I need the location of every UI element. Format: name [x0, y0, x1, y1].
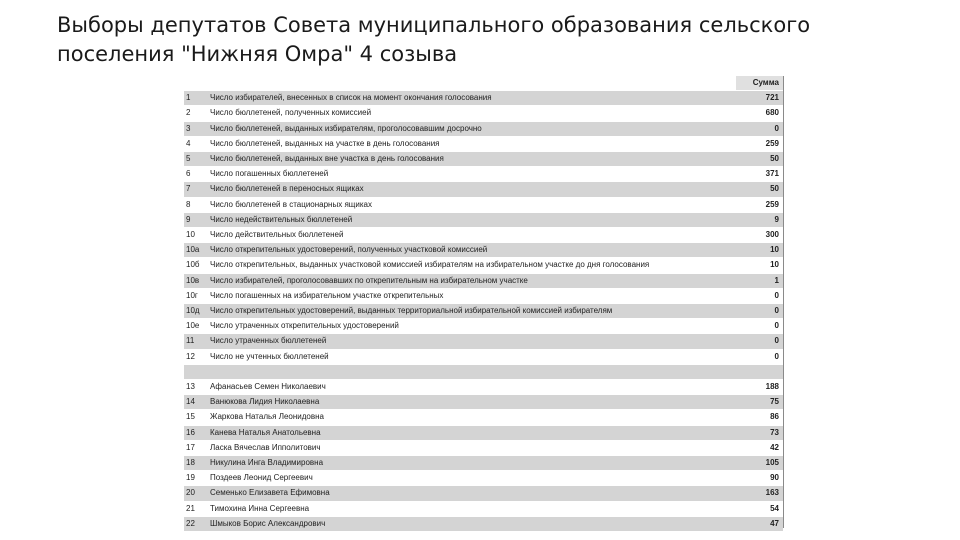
row-sum-cell: 371 — [736, 167, 783, 182]
row-label-cell: Число открепительных удостоверений, полученных участковой комиссией — [207, 243, 736, 258]
row-num-cell: 11 — [184, 334, 207, 349]
title-line-2: поселения "Нижняя Омра" 4 созыва — [57, 42, 458, 66]
row-sum-cell: 73 — [736, 425, 783, 440]
row-sum-cell: 50 — [736, 152, 783, 167]
row-num-cell: 10д — [184, 304, 207, 319]
row-sum-cell: 0 — [736, 334, 783, 349]
row-label-cell: Никулина Инга Владимировна — [207, 456, 736, 471]
row-label-cell: Число бюллетеней в стационарных ящиках — [207, 197, 736, 212]
row-num-cell: 10б — [184, 258, 207, 273]
row-num-cell: 4 — [184, 136, 207, 151]
results-table — [184, 76, 784, 528]
row-sum-cell — [736, 364, 783, 379]
page-title — [57, 11, 937, 69]
row-num-cell: 10а — [184, 243, 207, 258]
row-num-cell: 3 — [184, 121, 207, 136]
row-label-cell: Число открепительных, выданных участковой комиссией избирателям на избирательном участке до дня голосования — [207, 258, 736, 273]
table-row — [184, 106, 783, 121]
row-sum-cell: 1 — [736, 273, 783, 288]
row-label-cell: Число бюллетеней, выданных избирателям, проголосовавшим досрочно — [207, 121, 736, 136]
row-label-cell: Число недействительных бюллетеней — [207, 212, 736, 227]
row-num-cell: 13 — [184, 380, 207, 395]
row-num-cell: 16 — [184, 425, 207, 440]
table-row — [184, 410, 783, 425]
row-label-cell — [207, 364, 736, 379]
row-label-cell: Поздеев Леонид Сергеевич — [207, 471, 736, 486]
row-num-cell: 7 — [184, 182, 207, 197]
row-label-cell: Число действительных бюллетеней — [207, 228, 736, 243]
row-num-cell: 21 — [184, 501, 207, 516]
table-row — [184, 349, 783, 364]
row-num-cell: 19 — [184, 471, 207, 486]
table-row — [184, 486, 783, 501]
row-label-cell: Число бюллетеней, выданных на участке в день голосования — [207, 136, 736, 151]
row-label-cell: Тимохина Инна Сергеевна — [207, 501, 736, 516]
row-num-cell: 10г — [184, 288, 207, 303]
row-label-cell: Афанасьев Семен Николаевич — [207, 380, 736, 395]
row-label-cell: Ласка Вячеслав Ипполитович — [207, 440, 736, 455]
table-row — [184, 456, 783, 471]
row-sum-cell: 163 — [736, 486, 783, 501]
row-label-cell: Число погашенных на избирательном участке открепительных — [207, 288, 736, 303]
table-row — [184, 182, 783, 197]
title-line-1: Выборы депутатов Совета муниципального образования сельского — [57, 13, 811, 37]
row-sum-cell: 680 — [736, 106, 783, 121]
row-num-cell: 5 — [184, 152, 207, 167]
table-row — [184, 288, 783, 303]
row-sum-cell: 188 — [736, 380, 783, 395]
row-num-cell: 1 — [184, 91, 207, 106]
row-sum-cell: 0 — [736, 288, 783, 303]
header-label-cell — [207, 76, 736, 91]
row-num-cell: 18 — [184, 456, 207, 471]
table-row — [184, 471, 783, 486]
row-num-cell: 17 — [184, 440, 207, 455]
row-sum-cell: 47 — [736, 516, 783, 531]
table-row — [184, 304, 783, 319]
row-label-cell: Шмыков Борис Александрович — [207, 516, 736, 531]
table-row — [184, 197, 783, 212]
row-sum-cell: 50 — [736, 182, 783, 197]
row-sum-cell: 259 — [736, 197, 783, 212]
row-label-cell: Число погашенных бюллетеней — [207, 167, 736, 182]
row-label-cell: Число бюллетеней в переносных ящиках — [207, 182, 736, 197]
row-label-cell: Семенько Елизавета Ефимовна — [207, 486, 736, 501]
row-label-cell: Число избирателей, внесенных в список на момент окончания голосования — [207, 91, 736, 106]
header-sum-cell: Сумма — [736, 76, 783, 91]
row-num-cell: 2 — [184, 106, 207, 121]
row-label-cell: Число утраченных бюллетеней — [207, 334, 736, 349]
row-num-cell: 14 — [184, 395, 207, 410]
table-row — [184, 319, 783, 334]
row-num-cell: 10е — [184, 319, 207, 334]
row-label-cell: Число утраченных открепительных удостоверений — [207, 319, 736, 334]
table-row — [184, 167, 783, 182]
table-blank-row — [184, 364, 783, 379]
row-label-cell: Число бюллетеней, выданных вне участка в день голосования — [207, 152, 736, 167]
table-row — [184, 228, 783, 243]
row-sum-cell: 0 — [736, 349, 783, 364]
row-label-cell: Канева Наталья Анатольевна — [207, 425, 736, 440]
table-row — [184, 334, 783, 349]
table-row — [184, 121, 783, 136]
table-row — [184, 258, 783, 273]
row-label-cell: Число не учтенных бюллетеней — [207, 349, 736, 364]
row-label-cell: Число открепительных удостоверений, выданных территориальной избирательной комиссией избирателям — [207, 304, 736, 319]
row-sum-cell: 300 — [736, 228, 783, 243]
row-num-cell: 10в — [184, 273, 207, 288]
row-label-cell: Число бюллетеней, полученных комиссией — [207, 106, 736, 121]
row-sum-cell: 90 — [736, 471, 783, 486]
row-sum-cell: 42 — [736, 440, 783, 455]
row-sum-cell: 0 — [736, 319, 783, 334]
table-row — [184, 152, 783, 167]
row-sum-cell: 9 — [736, 212, 783, 227]
table-row — [184, 273, 783, 288]
header-num-cell — [184, 76, 207, 91]
row-sum-cell: 54 — [736, 501, 783, 516]
row-label-cell: Жаркова Наталья Леонидовна — [207, 410, 736, 425]
row-num-cell — [184, 364, 207, 379]
row-num-cell: 8 — [184, 197, 207, 212]
table-row — [184, 425, 783, 440]
row-sum-cell: 0 — [736, 304, 783, 319]
table-row — [184, 91, 783, 106]
table-row — [184, 501, 783, 516]
row-num-cell: 20 — [184, 486, 207, 501]
row-num-cell: 9 — [184, 212, 207, 227]
table-header-row — [184, 76, 783, 91]
table-row — [184, 516, 783, 531]
table-row — [184, 380, 783, 395]
row-sum-cell: 10 — [736, 243, 783, 258]
row-sum-cell: 259 — [736, 136, 783, 151]
row-label-cell: Ванюкова Лидия Николаевна — [207, 395, 736, 410]
row-sum-cell: 75 — [736, 395, 783, 410]
row-label-cell: Число избирателей, проголосовавших по открепительным на избирательном участке — [207, 273, 736, 288]
row-sum-cell: 721 — [736, 91, 783, 106]
table-row — [184, 243, 783, 258]
table-row — [184, 395, 783, 410]
table-row — [184, 136, 783, 151]
table-row — [184, 440, 783, 455]
row-sum-cell: 105 — [736, 456, 783, 471]
row-num-cell: 12 — [184, 349, 207, 364]
row-sum-cell: 86 — [736, 410, 783, 425]
row-num-cell: 15 — [184, 410, 207, 425]
table-row — [184, 212, 783, 227]
row-sum-cell: 10 — [736, 258, 783, 273]
row-num-cell: 10 — [184, 228, 207, 243]
row-sum-cell: 0 — [736, 121, 783, 136]
row-num-cell: 6 — [184, 167, 207, 182]
row-num-cell: 22 — [184, 516, 207, 531]
